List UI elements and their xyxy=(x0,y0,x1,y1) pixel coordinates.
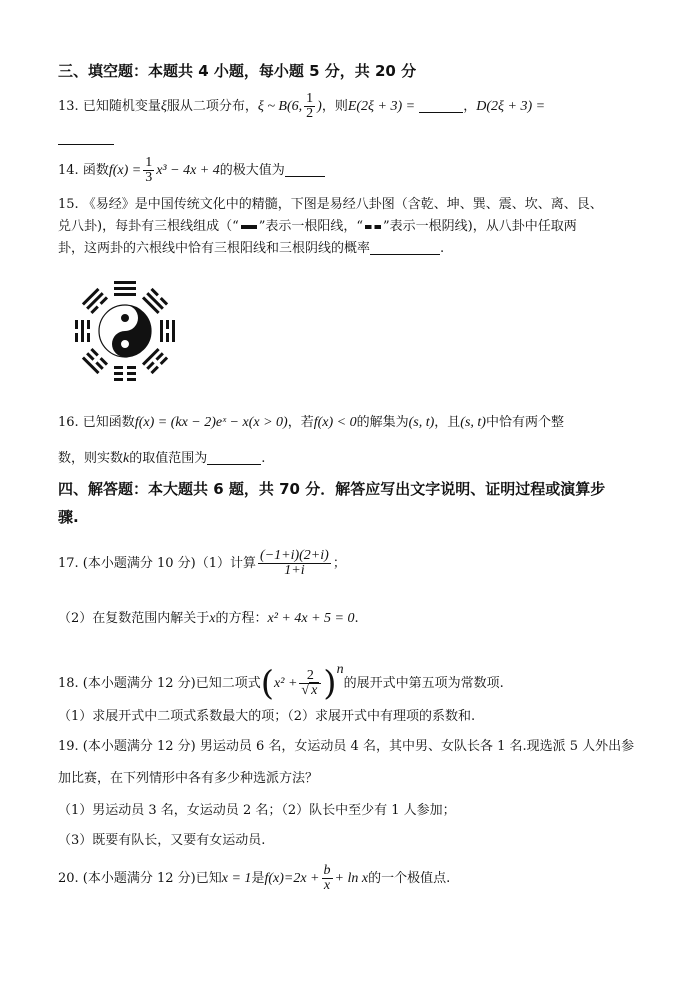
trigram-135 xyxy=(142,348,168,374)
q20-condition: x = 1 xyxy=(221,871,252,886)
q13-fraction xyxy=(304,92,315,121)
q13-variance: D(2ξ + 3) = xyxy=(476,99,546,114)
q18-sqrt-x: x xyxy=(311,683,318,698)
q20-tail: 的一个极值点. xyxy=(368,871,451,886)
q13-continuation xyxy=(58,128,644,150)
trigram-0 xyxy=(114,281,136,296)
q18-fraction xyxy=(299,669,321,698)
q17-part-2 xyxy=(58,608,644,630)
q16-inequality: f(x) < 0 xyxy=(313,415,357,430)
section-4-heading-line-2: 骤. xyxy=(58,508,79,526)
q13-sep: ， xyxy=(463,99,477,114)
q14-text-2: 的极大值为 xyxy=(219,163,285,178)
q20-frac-num: b xyxy=(323,863,331,878)
q14-fx: f(x) = xyxy=(108,163,142,178)
q15-line-3 xyxy=(58,238,644,260)
q17-p2-text-a: （2）在复数范围内解关于 xyxy=(58,611,210,626)
q14-polynomial: x³ − 4x + 4 xyxy=(156,163,220,178)
q16-line-1 xyxy=(58,410,644,436)
q16-k: k xyxy=(123,451,130,466)
bagua-diagram xyxy=(62,268,188,394)
q17-tail: ； xyxy=(332,556,346,571)
trigram-45 xyxy=(142,288,168,314)
question-20 xyxy=(58,862,644,896)
q16-text-1g: ，且 xyxy=(434,415,461,430)
q13-number: 13. xyxy=(58,99,79,114)
q14-text-1: 函数 xyxy=(82,163,109,178)
question-13 xyxy=(58,92,644,122)
yang-line-icon xyxy=(241,225,257,229)
q18-tail: 的展开式中第五项为常数项. xyxy=(343,676,504,691)
q18-paren-open: ( xyxy=(260,663,275,704)
q13-xi: ξ xyxy=(160,99,167,114)
q15-text-3b: . xyxy=(440,241,445,256)
q18-frac-num: 2 xyxy=(299,669,321,684)
trigram-315 xyxy=(82,288,108,314)
q17-p2-text-c: . xyxy=(354,611,359,626)
q13-blank-2[interactable] xyxy=(58,130,114,145)
q13-distribution: ξ ~ B(6, xyxy=(257,99,303,114)
q18-frac-den: √ x xyxy=(301,683,318,698)
section-3-heading: 三、填空题：本题共 4 小题，每小题 5 分，共 20 分 xyxy=(58,62,417,80)
q16-text-1i: 中恰有两个整 xyxy=(485,415,564,430)
q19-line-2: 加比赛，在下列情形中各有多少种选派方法？ xyxy=(58,771,319,786)
q17-denominator: 1+i xyxy=(284,563,305,578)
q13-text-3: ，则 xyxy=(321,99,348,114)
q16-line-2 xyxy=(58,448,644,470)
q15-text-2a: 兑八卦)，每卦有三根线组成（“ xyxy=(58,219,239,234)
taiji-dot-dark xyxy=(121,314,129,322)
question-18 xyxy=(58,650,644,704)
q19-line-1: 19. (本小题满分 12 分) 男运动员 6 名，女运动员 4 名，其中男、女队长各 1 名.现选派 5 人外出参 xyxy=(58,739,635,754)
q16-text-2b: 的取值范围为 xyxy=(129,451,208,466)
q17-head: 17. (本小题满分 10 分)（1）计算 xyxy=(58,556,257,571)
q18-head: 18. (本小题满分 12 分)已知二项式 xyxy=(58,676,261,691)
q20-head: 20. (本小题满分 12 分)已知 xyxy=(58,871,222,886)
q19-sub-1: （1）男运动员 3 名，女运动员 2 名；（2）队长中至少有 1 人参加； xyxy=(58,803,456,818)
q13-frac-num: 1 xyxy=(306,91,314,106)
q15-line-2 xyxy=(58,216,644,238)
q13-frac-den: 2 xyxy=(306,106,314,121)
q18-exponent: n xyxy=(336,662,344,677)
q15-text-2b: ”表示一根阳线，“ xyxy=(258,219,364,234)
q18-subparts: （1）求展开式中二项式系数最大的项；（2）求展开式中有理项的系数和. xyxy=(58,709,476,724)
question-14 xyxy=(58,156,644,186)
taiji-dot-light xyxy=(121,340,129,348)
q20-mid: 是 xyxy=(251,871,265,886)
q13-text-1: 已知随机变量 xyxy=(82,99,161,114)
q16-function: f(x) = (kx − 2)eˣ − x(x > 0) xyxy=(134,415,288,430)
q13-blank-1[interactable] xyxy=(419,98,463,113)
q20-frac-den: x xyxy=(323,878,331,893)
section-4-heading-line-1: 四、解答题：本大题共 6 题，共 70 分．解答应写出文字说明、证明过程或演算步 xyxy=(58,480,606,498)
q15-blank[interactable] xyxy=(370,240,440,255)
q14-fraction xyxy=(143,156,154,185)
q15-text-2c: ”表示一根阴线)，从八卦中任取两 xyxy=(383,219,577,234)
q16-interval-1: (s, t) xyxy=(408,415,435,430)
q16-text-1b: ，若 xyxy=(287,415,314,430)
q13-expectation: E(2ξ + 3) = xyxy=(347,99,416,114)
trigram-225 xyxy=(82,348,108,374)
q16-text-1a: 16. 已知函数 xyxy=(58,415,135,430)
yin-line-icon xyxy=(365,225,381,229)
q20-fraction xyxy=(322,864,333,893)
q14-frac-num: 1 xyxy=(145,155,153,170)
q17-equation: x² + 4x + 5 = 0 xyxy=(267,611,355,626)
q13-text-2: 服从二项分布， xyxy=(166,99,258,114)
q17-numerator: (−1+i)(2+i) xyxy=(260,548,329,563)
trigram-180 xyxy=(114,366,136,381)
q13-dist-close: ) xyxy=(317,99,322,114)
q16-text-2a: 数，则实数 xyxy=(58,451,124,466)
q18-paren-close: ) xyxy=(323,663,337,704)
q16-interval-2: (s, t) xyxy=(460,415,486,430)
q16-text-1d: 的解集为 xyxy=(356,415,409,430)
q14-frac-den: 3 xyxy=(145,170,153,185)
q16-blank[interactable] xyxy=(207,450,261,465)
q20-function: f(x)=2x + xyxy=(264,871,320,886)
q17-fraction xyxy=(258,549,331,578)
q19-sub-2: （3）既要有队长，又要有女运动员. xyxy=(58,833,266,848)
question-17 xyxy=(58,546,644,582)
q15-text-3a: 卦，这两卦的六根线中恰有三根阳线和三根阴线的概率 xyxy=(58,241,371,256)
q16-text-2c: . xyxy=(261,451,266,466)
q18-x-squared: x² + xyxy=(274,676,298,691)
q17-p2-text-b: 的方程： xyxy=(215,611,268,626)
q14-blank[interactable] xyxy=(285,162,325,177)
trigram-90 xyxy=(160,320,175,342)
trigram-270 xyxy=(75,320,90,342)
q17-p2-x: x xyxy=(209,611,216,626)
q14-number: 14. xyxy=(58,163,79,178)
q15-line-1: 15. 《易经》是中国传统文化中的精髓，下图是易经八卦图（含乾、坤、巽、震、坎、离、艮、 xyxy=(58,197,603,212)
q20-log-term: + ln x xyxy=(334,871,369,886)
